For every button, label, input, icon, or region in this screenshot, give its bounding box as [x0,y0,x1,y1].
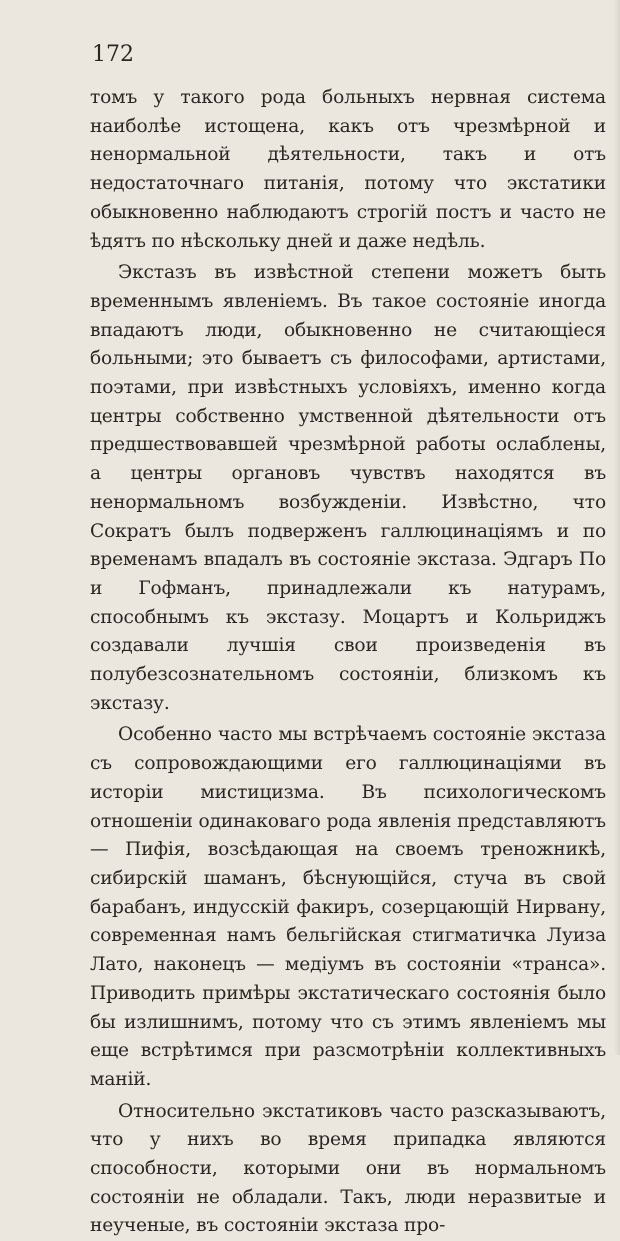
paragraph-3: Особенно часто мы встрѣчаемъ состояніе экстаза съ сопровождающими его галлюцинаціями въ исторіи мистицизма. Въ психологическомъ отношеніи одинаковаго рода явленія представляютъ — Пифія, возсѣдающая на своемъ треножникѣ, сибирскій шаманъ, бѣснующійся, стуча въ свой барабанъ, индусскій факиръ, созерцающій Нирвану, современная намъ бельгійская стигматичка Луиза Лато, наконецъ — медіумъ въ состояніи «транса». Приводить примѣры экстатическаго состоянія было бы излишнимъ, потому что съ этимъ явленіемъ мы еще встрѣтимся при разсмотрѣніи коллективныхъ маній. [90,724,606,1090]
page-edge-shadow [614,0,620,1055]
paragraph-1: томъ у такого рода больныхъ нервная система наиболѣе истощена, какъ отъ чрезмѣрной и ненормальной дѣятельности, такъ и отъ недостаточнаго питанія, потому что экстатики обыкновенно наблюдаютъ строгій постъ и часто не ѣдятъ по нѣскольку дней и даже недѣль. [90,87,606,252]
paragraph-2: Экстазъ въ извѣстной степени можетъ быть временнымъ явленіемъ. Въ такое состояніе иногда впадаютъ люди, обыкновенно не считающіеся больными; это бываетъ съ философами, артистами, поэтами, при извѣстныхъ условіяхъ, именно когда центры собственно умственной дѣятельности отъ предшествовавшей чрезмѣрной работы ослаблены, а центры органовъ чувствъ находятся въ ненормальномъ возбужденіи. Извѣстно, что Сократъ былъ подверженъ галлюцинаціямъ и по временамъ впадалъ въ состояніе экстаза. Эдгаръ По и Гофманъ, принадлежали къ натурамъ, способнымъ къ экстазу. Моцартъ и Кольриджъ создавали лучшія свои произведенія въ полубезсознательномъ состояніи, близкомъ къ экстазу. [90,262,606,714]
paragraph-4: Относительно экстатиковъ часто разсказываютъ, что у нихъ во время припадка являются способности, которыми они въ нормальномъ состояніи не обладали. Такъ, люди неразвитые и неученые, въ состояніи экстаза про- [90,1100,606,1237]
body-text [90,84,606,1241]
page-number: 172 [92,42,134,67]
